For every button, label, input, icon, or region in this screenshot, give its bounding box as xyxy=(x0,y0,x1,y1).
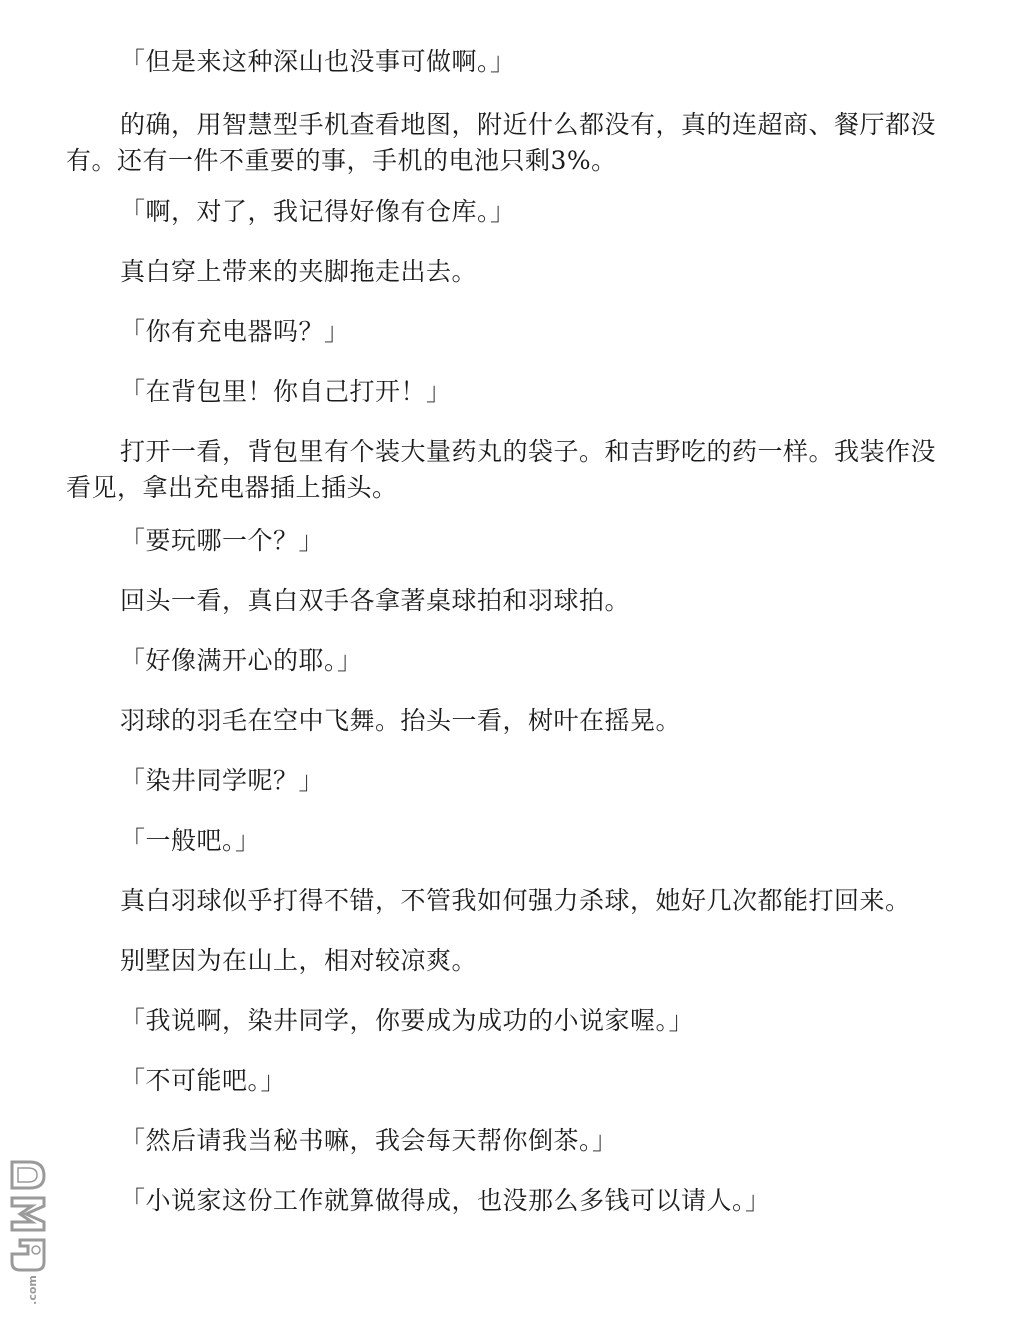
paragraph-5: 「你有充电器吗？」 xyxy=(120,317,350,346)
paragraph-13: 「一般吧。」 xyxy=(120,826,261,855)
paragraph-18: 「然后请我当秘书嘛，我会每天帮你倒茶。」 xyxy=(120,1126,618,1155)
paragraph-16: 「我说啊，染井同学，你要成为成功的小说家喔。」 xyxy=(120,1006,695,1035)
paragraph-3: 「啊，对了，我记得好像有仓库。」 xyxy=(120,197,516,226)
dm5-logo-icon xyxy=(6,1158,50,1308)
paragraph-4: 真白穿上带来的夹脚拖走出去。 xyxy=(120,257,478,286)
paragraph-8: 「要玩哪一个？」 xyxy=(120,526,325,555)
paragraph-17: 「不可能吧。」 xyxy=(120,1066,287,1095)
paragraph-2: 的确，用智慧型手机查看地图，附近什么都没有，真的连超商、餐厅都没有。还有一件不重要的事，手机的电池只剩3%。 xyxy=(66,110,937,175)
paragraph-12: 「染井同学呢？」 xyxy=(120,766,325,795)
paragraph-10: 「好像满开心的耶。」 xyxy=(120,646,363,675)
paragraph-11: 羽球的羽毛在空中飞舞。抬头一看，树叶在摇晃。 xyxy=(120,706,682,735)
paragraph-1: 「但是来这种深山也没事可做啊。」 xyxy=(120,47,516,76)
paragraph-14: 真白羽球似乎打得不错，不管我如何强力杀球，她好几次都能打回来。 xyxy=(120,886,911,915)
dm5-watermark-graphic xyxy=(6,1158,50,1308)
paragraph-9: 回头一看，真白双手各拿著桌球拍和羽球拍。 xyxy=(120,586,631,615)
paragraph-19: 「小说家这份工作就算做得成，也没那么多钱可以请人。」 xyxy=(120,1186,771,1215)
paragraph-7: 打开一看，背包里有个装大量药丸的袋子。和吉野吃的药一样。我装作没看见，拿出充电器插上插头。 xyxy=(66,437,937,502)
paragraph-6: 「在背包里！你自己打开！」 xyxy=(120,377,452,406)
paragraph-15: 别墅因为在山上，相对较凉爽。 xyxy=(120,946,478,975)
svg-text:.com: .com xyxy=(26,1275,39,1305)
